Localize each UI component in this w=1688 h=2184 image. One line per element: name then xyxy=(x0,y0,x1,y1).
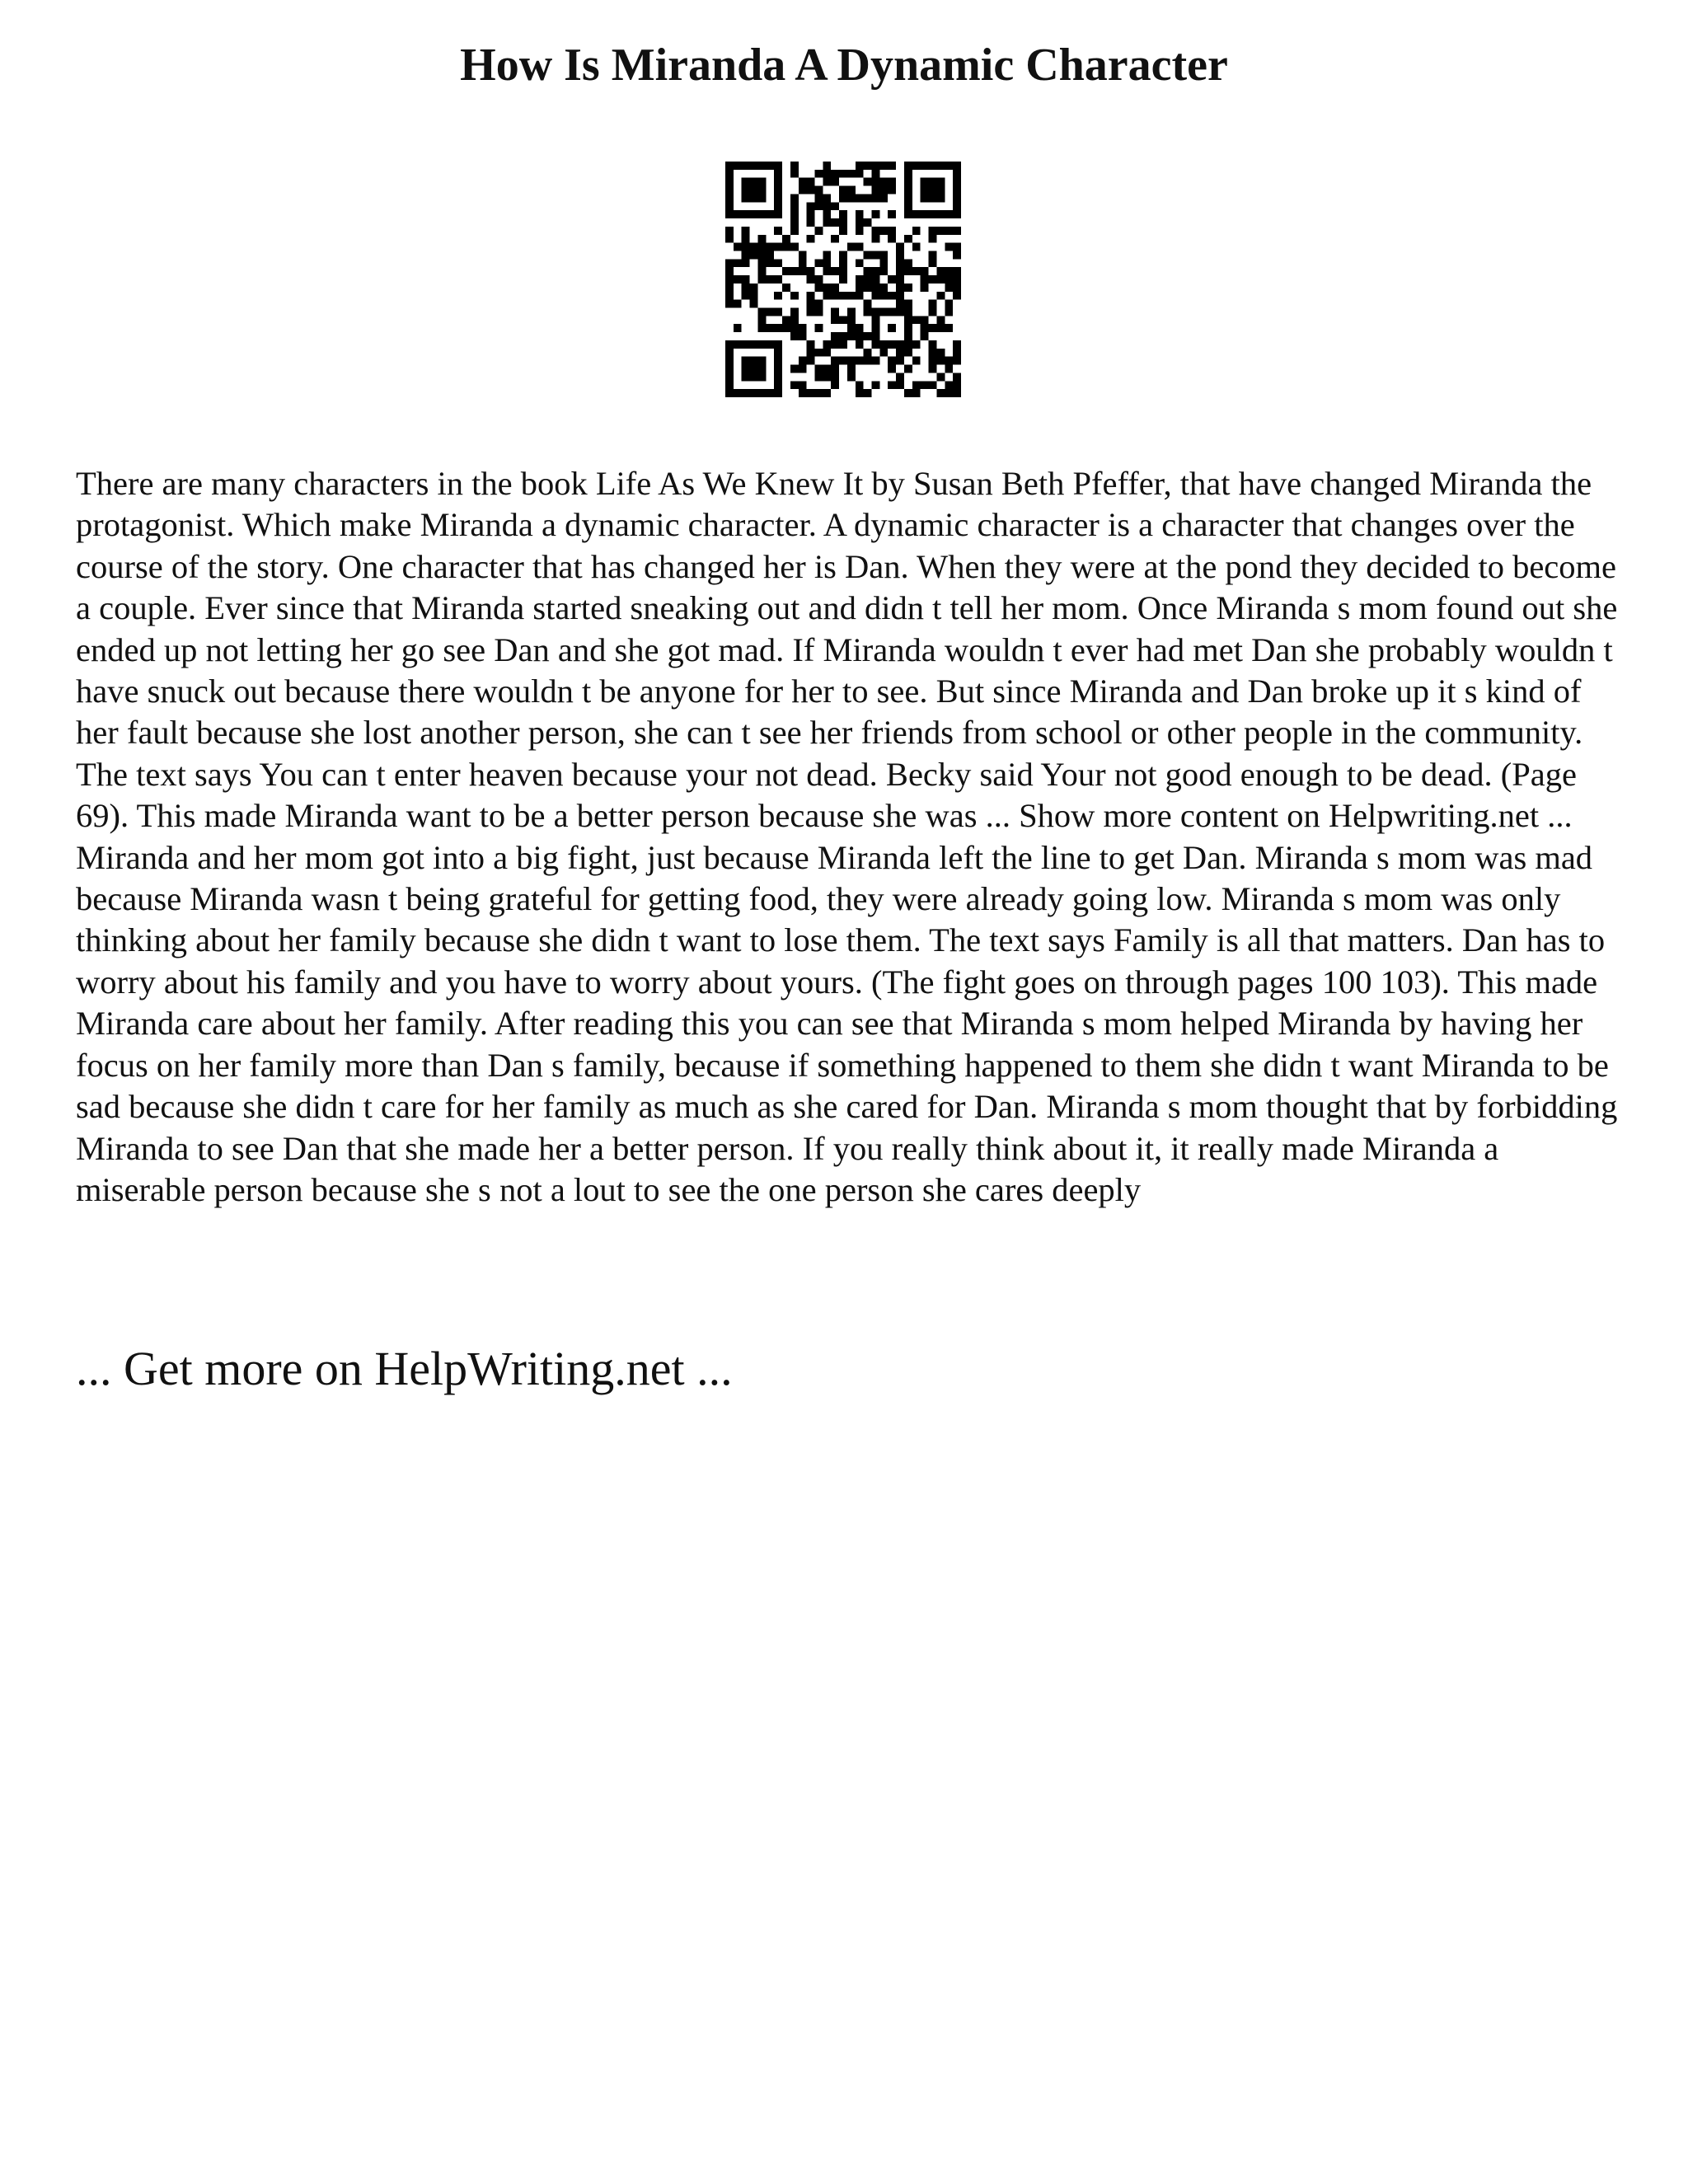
document-body xyxy=(76,463,1625,1211)
body-paragraph-2: Miranda and her mom got into a big fight, just because Miranda left the line to get Dan. Miranda s mom was mad because Miranda wasn t being grateful for getting food, they were already going low. Miranda s mom was only thinking about her family because she didn t want to lose them. The text says Family is all that matters. Dan has to worry about his family and you have to worry about yours. (The fight goes on through pages 100 103). This made Miranda care about her family. After reading this you can see that Miranda s mom helped Miranda by having her focus on her family more than Dan s family, because if something happened to them she didn t want Miranda to be sad because she didn t care for her family as much as she cared for Dan. Miranda s mom thought that by forbidding Miranda to see Dan that she made her a better person. If you really think about it, it really made Miranda a miserable person because she s not a lout to see the one person she cares deeply xyxy=(76,838,1618,1208)
document-title: How Is Miranda A Dynamic Character xyxy=(460,40,1228,91)
get-more-link[interactable]: ... Get more on HelpWriting.net ... xyxy=(76,1342,733,1395)
body-paragraph-1: There are many characters in the book Life As We Knew It by Susan Beth Pfeffer, that have changed Miranda the protagonist. Which make Miranda a dynamic character. A dynamic character is a character that changes over the course of the story. One character that has changed her is Dan. When they were at the pond they decided to become a couple. Ever since that Miranda started sneaking out and didn t tell her mom. Once Miranda s mom found out she ended up not letting her go see Dan and she got mad. If Miranda wouldn t ever had met Dan she probably wouldn t have snuck out because there wouldn t be anyone for her to see. But since Miranda and Dan broke up it s kind of her fault because she lost another person, she can t see her friends from school or other people in the community. The text says You can t enter heaven because your not dead. Becky said Your not good enough to be dead. (Page 69). This made Miranda want to be a better person because she was ... Show more content on Helpwriting.net ... xyxy=(76,465,1618,835)
qr-code-icon[interactable] xyxy=(725,162,961,397)
